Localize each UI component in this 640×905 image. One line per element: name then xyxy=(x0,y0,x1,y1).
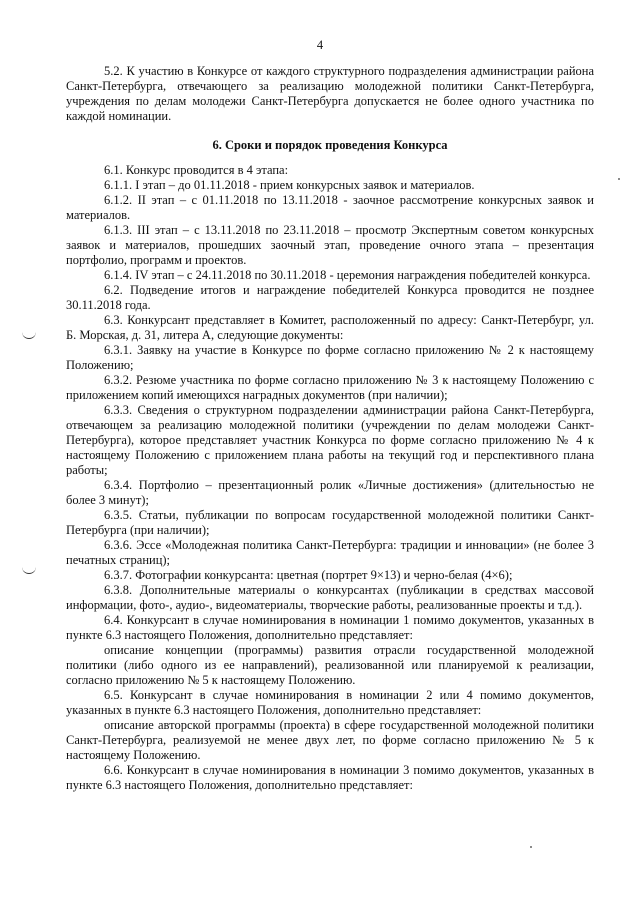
paragraph: 6.5. Конкурсант в случае номинирования в номинации 2 или 4 помимо документов, указанных в пункте 6.3 настоящего Положения, дополнительно представляет: xyxy=(66,688,594,717)
paragraph: 6.2. Подведение итогов и награждение победителей Конкурса проводится не позднее 30.11.2018 года. xyxy=(66,283,594,312)
paragraph: 6.3.4. Портфолио – презентационный ролик «Личные достижения» (длительностью не более 3 минут); xyxy=(66,478,594,507)
paragraph: 6.1.1. I этап – до 01.11.2018 - прием конкурсных заявок и материалов. xyxy=(104,178,475,192)
paragraph: 6.3. Конкурсант представляет в Комитет, расположенный по адресу: Санкт-Петербург, ул. Б. Морская, д. 31, литера А, следующие документы: xyxy=(66,313,594,342)
paragraph: 6.3.8. Дополнительные материалы о конкурсантах (публикации в средствах массовой информации, фото-, аудио-, видеоматериалы, творческие работы, реализованные проекты и т.д.). xyxy=(66,583,594,612)
paragraph: описание концепции (программы) развития отрасли государственной молодежной политики (либо одного из ее направлений), реализованной или планируемой к реализации, согласно приложению № 5 к настоящему Положению. xyxy=(66,643,594,687)
paragraph: 6.3.1. Заявку на участие в Конкурсе по форме согласно приложению № 2 к настоящему Положению; xyxy=(66,343,594,372)
paragraph: 6.3.7. Фотографии конкурсанта: цветная (портрет 9×13) и черно-белая (4×6); xyxy=(104,568,513,582)
paragraph: 6.3.5. Статьи, публикации по вопросам государственной молодежной политики Санкт-Петербурга (при наличии); xyxy=(66,508,594,537)
punch-hole-mark-bottom xyxy=(22,565,36,574)
document-body xyxy=(66,64,594,793)
paragraph: описание авторской программы (проекта) в сфере государственной молодежной политики Санкт-Петербурга, реализуемой не менее двух лет, по форме согласно приложению № 5 к настоящему Положению. xyxy=(66,718,594,762)
paragraph: 6.1.3. III этап – с 13.11.2018 по 23.11.2018 – просмотр Экспертным советом конкурсных заявок и материалов, прошедших заочный этап, проведение очного этапа – презентация портфолио, программ и проектов. xyxy=(66,223,594,267)
section-6-heading: 6. Сроки и порядок проведения Конкурса xyxy=(212,138,448,152)
punch-hole-mark-top xyxy=(22,330,36,339)
scan-speck xyxy=(618,178,620,180)
paragraph: 6.3.6. Эссе «Молодежная политика Санкт-Петербурга: традиции и инновации» (не более 3 печатных страниц); xyxy=(66,538,594,567)
paragraph: 6.1. Конкурс проводится в 4 этапа: xyxy=(104,163,289,177)
paragraph: 6.1.4. IV этап – с 24.11.2018 по 30.11.2018 - церемония награждения победителей конкурса. xyxy=(104,268,591,282)
paragraph-5-2: 5.2. К участию в Конкурсе от каждого структурного подразделения администрации района Санкт-Петербурга, отвечающего за реализацию молодежной политики Санкт-Петербурга, учреждения по делам молодежи Санкт-Петербурга допускается не более одного участника по каждой номинации. xyxy=(66,64,594,123)
paragraph: 6.1.2. II этап – с 01.11.2018 по 13.11.2018 - заочное рассмотрение конкурсных заявок и материалов. xyxy=(66,193,594,222)
paragraph: 6.4. Конкурсант в случае номинирования в номинации 1 помимо документов, указанных в пункте 6.3 настоящего Положения, дополнительно представляет: xyxy=(66,613,594,642)
paragraph: 6.3.2. Резюме участника по форме согласно приложению № 3 к настоящему Положению с приложением копий имеющихся наградных документов (при наличии); xyxy=(66,373,594,402)
scan-speck xyxy=(530,846,532,848)
page-number: 4 xyxy=(316,38,324,52)
paragraph: 6.6. Конкурсант в случае номинирования в номинации 3 помимо документов, указанных в пункте 6.3 настоящего Положения, дополнительно представляет: xyxy=(66,763,594,792)
paragraph: 6.3.3. Сведения о структурном подразделении администрации района Санкт-Петербурга, отвечающем за реализацию молодежной политики (учреждении по делам молодежи Санкт-Петербурга), которое представляет участник Конкурса по форме согласно приложению № 4 к настоящему Положению с приложением плана работы на текущий год и перспективного плана работы; xyxy=(66,403,594,477)
